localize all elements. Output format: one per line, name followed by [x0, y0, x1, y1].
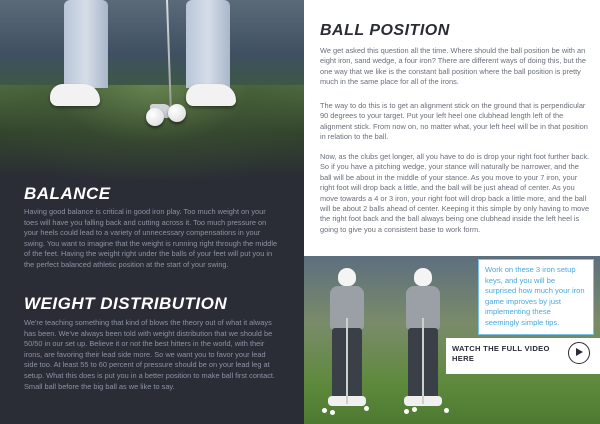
balance-body: Having good balance is critical in good iron play. Too much weight on your toes will have you falling back and cutting across it. Too much pressure on your heels could lead to a variety of unnecessary compensations in your swing. You want to imagine that the weight is running right through the middle of the feet. Having the weight right under the balls of your feet will put you in the perfect balanced athletic position at the start of your swing.: [24, 207, 278, 269]
tip-callout-box: [478, 259, 594, 335]
weight-distribution-body: We're teaching something that kind of blows the theory out of what it always has been. We've always been told with weight distribution that we should be 50/50 in our set up. Believe it or not the best hitters in the world, with their irons, are favoring their lead side more. So we want you to favor your lead side too. At least 55 to 60 percent of pressure should be on your lead leg at setup. What this does is put you in a better position to make ball first contact. Small ball before the big ball as we like to say.: [24, 318, 276, 391]
golfer-club: [346, 318, 348, 404]
watch-video-link[interactable]: [446, 338, 600, 374]
right-shoe: [186, 84, 236, 106]
watch-video-label[interactable]: WATCH THE FULL VIDEO HERE: [452, 344, 550, 363]
golf-ball: [146, 108, 164, 126]
practice-ball: [322, 408, 327, 413]
ball-position-paragraph: The way to do this is to get an alignment stick on the ground that is perpendicular 90 degrees to your target. Put your left heel one clubhead length left of the alignment stick. From now on, no matter what, your left heel will be in that position in relation to the ball.: [320, 101, 588, 142]
golfer-figure: [400, 268, 446, 418]
practice-ball: [444, 408, 449, 413]
golf-feet-photo: [0, 0, 304, 180]
left-shoe: [50, 84, 100, 106]
ball-position-paragraph: We get asked this question all the time. Where should the ball position be with an eight iron, sand wedge, a four iron? There are different ways of doing this, but the one way that we like is the constant ball position where the ball position is pretty much in the same place for all of the irons.: [320, 46, 586, 87]
grass: [0, 85, 304, 180]
play-icon[interactable]: [568, 342, 590, 364]
ball-position-title: BALL POSITION: [320, 22, 450, 39]
right-leg: [186, 0, 230, 88]
left-leg: [64, 0, 108, 88]
tip-callout-text: Work on these 3 iron setup keys, and you will be surprised how much your iron game improves by just implementing these seemingly simple tips.: [485, 265, 585, 327]
practice-ball: [364, 406, 369, 411]
golfer-cap: [414, 268, 432, 286]
golf-ball: [168, 104, 186, 122]
golfer-cap: [338, 268, 356, 286]
weight-distribution-title: WEIGHT DISTRIBUTION: [24, 294, 228, 313]
practice-ball: [404, 409, 409, 414]
balance-title: BALANCE: [24, 184, 111, 203]
ball-position-paragraph: Now, as the clubs get longer, all you have to do is drop your right foot further back. So if you have a pitching wedge, your stance will naturally be narrower, and the ball will be about in the middle of your stance. As you move to your 7 iron, your right foot will drop back a little, and the ball will be just ahead of center. As you move towards a 4 or 3 iron, your right foot will drop back a little more, and the ball will be about 2 balls ahead of center. Keeping it this simple by only having to move the right foot back and the ball always being one clubhead inside the left heel is going to give you a consistent base to work form.: [320, 152, 590, 234]
practice-ball: [330, 410, 335, 415]
golfer-club: [422, 318, 424, 404]
practice-ball: [412, 407, 417, 412]
golfer-figure: [324, 268, 370, 418]
